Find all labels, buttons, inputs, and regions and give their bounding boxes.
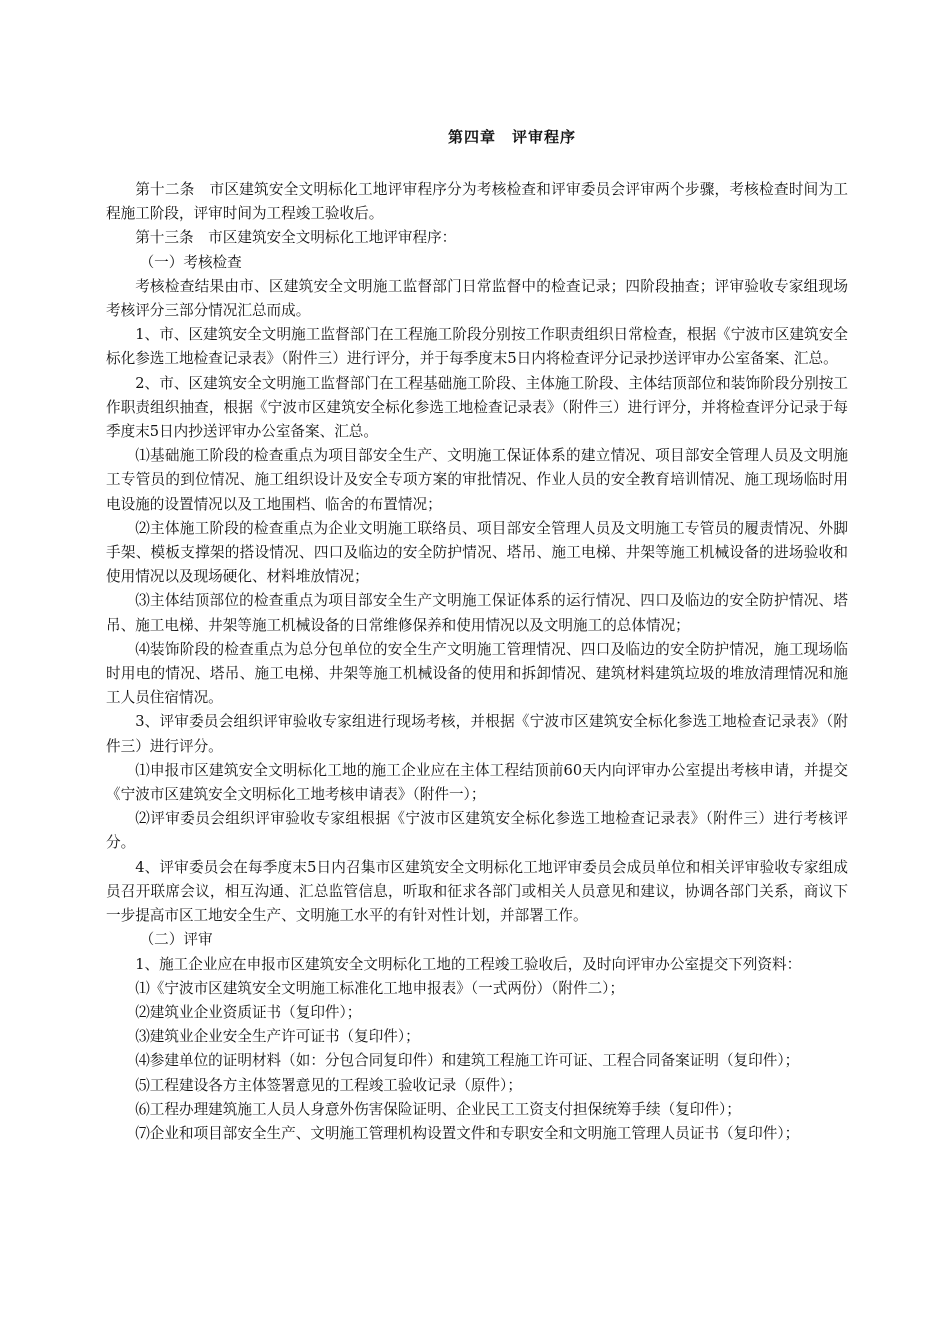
list-item: ⑸工程建设各方主体签署意见的工程竣工验收记录（原件）； — [135, 1076, 522, 1094]
chapter-title: 第四章 评审程序 — [447, 128, 576, 146]
document-body — [106, 178, 848, 1146]
article-12: 第十二条 市区建筑安全文明标化工地评审程序分为考核检查和评审委员会评审两个步骤，考核检查时间为工程施工阶段，评审时间为工程竣工验收后。 — [106, 181, 848, 223]
list-item: ⑵评审委员会组织评审验收专家组根据《宁波市区建筑安全标化参选工地检查记录表》（附件三）进行考核评分。 — [106, 810, 848, 852]
article-13: 第十三条 市区建筑安全文明标化工地评审程序： — [135, 229, 457, 247]
list-item: ⑴申报市区建筑安全文明标化工地的施工企业应在主体工程结顶前60天内向评审办公室提出考核申请，并提交《宁波市区建筑安全文明标化工地考核申请表》（附件一）； — [106, 761, 848, 804]
list-item: ⑴《宁波市区建筑安全文明施工标准化工地申报表》（一式两份）（附件二）； — [135, 979, 625, 997]
list-item: ⑶主体结顶部位的检查重点为项目部安全生产文明施工保证体系的运行情况、四口及临边的安全防护情况、塔吊、施工电梯、井架等施工机械设备的日常维修保养和使用情况以及文明施工的总体情况； — [106, 592, 848, 634]
paragraph: 4、评审委员会在每季度末5日内召集市区建筑安全文明标化工地评审委员会成员单位和相关评审验收专家组成员召开联席会议，相互沟通、汇总监管信息，听取和征求各部门或相关人员意见和建议，协调各部门关系，商议下一步提高市区工地安全生产、文明施工水平的有针对性计划，并部署工作。 — [106, 858, 848, 925]
paragraph: 1、市、区建筑安全文明施工监督部门在工程施工阶段分别按工作职责组织日常检查，根据《宁波市区建筑安全标化参选工地检查记录表》（附件三）进行评分，并于每季度末5日内将检查评分记录抄送评审办公室备案、汇总。 — [106, 326, 848, 368]
list-item: ⑴基础施工阶段的检查重点为项目部安全生产、文明施工保证体系的建立情况、项目部安全管理人员及文明施工专管员的到位情况、施工组织设计及安全专项方案的审批情况、作业人员的安全教育培训情况、施工现场临时用电设施的设置情况以及工地围档、临舍的布置情况； — [106, 447, 848, 513]
list-item: ⑵建筑业企业资质证书（复印件）； — [135, 1003, 362, 1021]
paragraph: 3、评审委员会组织评审验收专家组进行现场考核，并根据《宁波市区建筑安全标化参选工地检查记录表》（附件三）进行评分。 — [106, 713, 848, 755]
list-item: ⑷装饰阶段的检查重点为总分包单位的安全生产文明施工管理情况、四口及临边的安全防护情况，施工现场临时用电的情况、塔吊、施工电梯、井架等施工机械设备的使用和拆卸情况、建筑材料建筑垃圾的堆放清理情况和施工人员住宿情况。 — [106, 640, 848, 707]
paragraph: 2、市、区建筑安全文明施工监督部门在工程基础施工阶段、主体施工阶段、主体结顶部位和装饰阶段分别按工作职责组织抽查，根据《宁波市区建筑安全标化参选工地检查记录表》（附件三）进行评分，并将检查评分记录于每季度末5日内抄送评审办公室备案、汇总。 — [106, 374, 848, 441]
section-heading-review: （二）评审 — [139, 931, 213, 949]
paragraph: 考核检查结果由市、区建筑安全文明施工监督部门日常监督中的检查记录；四阶段抽查；评审验收专家组现场考核评分三部分情况汇总而成。 — [106, 277, 848, 320]
list-item: ⑶建筑业企业安全生产许可证书（复印件）； — [135, 1028, 420, 1046]
list-item: ⑺企业和项目部安全生产、文明施工管理机构设置文件和专职安全和文明施工管理人员证书（复印件）； — [135, 1124, 800, 1142]
list-item: ⑵主体施工阶段的检查重点为企业文明施工联络员、项目部安全管理人员及文明施工专管员的履责情况、外脚手架、模板支撑架的搭设情况、四口及临边的安全防护情况、塔吊、施工电梯、井架等施工机械设备的进场验收和使用情况以及现场硬化、材料堆放情况； — [106, 519, 848, 586]
list-item: ⑷参建单位的证明材料（如：分包合同复印件）和建筑工程施工许可证、工程合同备案证明（复印件）； — [135, 1052, 800, 1070]
list-item: ⑹工程办理建筑施工人员人身意外伤害保险证明、企业民工工资支付担保统筹手续（复印件）； — [135, 1100, 741, 1118]
paragraph: 1、施工企业应在申报市区建筑安全文明标化工地的工程竣工验收后，及时向评审办公室提交下列资料： — [135, 955, 802, 973]
section-heading-inspection: （一）考核检查 — [139, 253, 242, 271]
